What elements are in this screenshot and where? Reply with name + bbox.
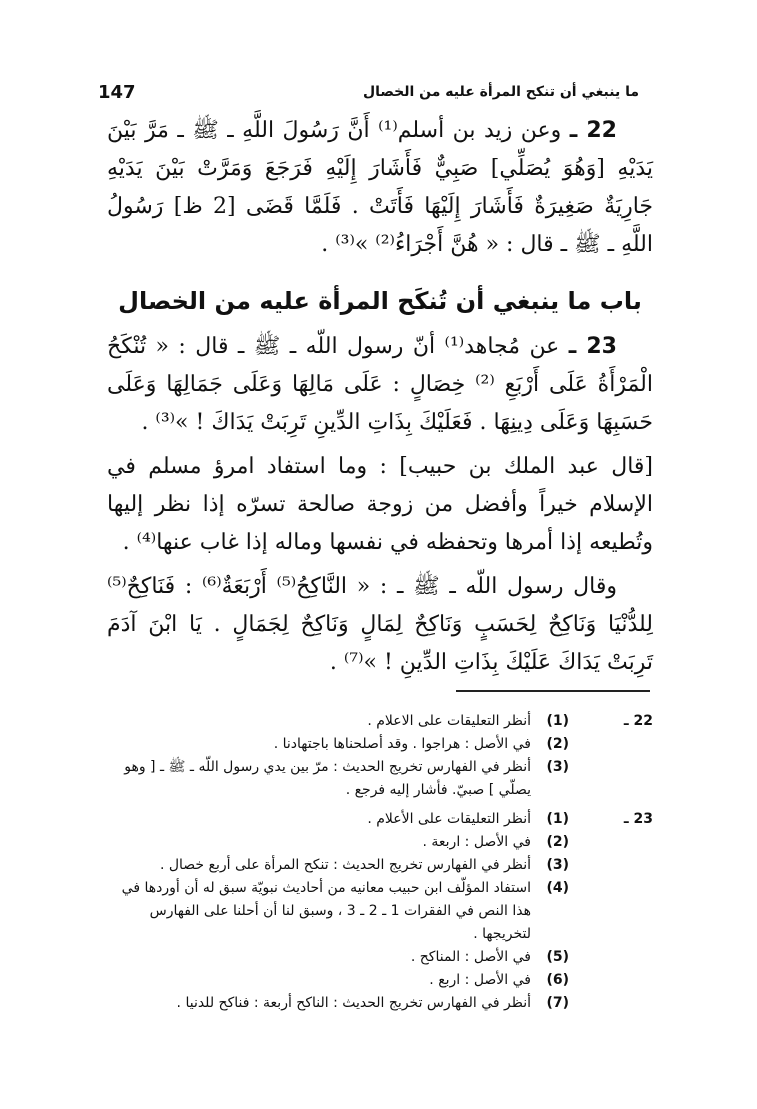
footnote bbox=[107, 969, 569, 992]
footnote-number: (3) bbox=[546, 857, 569, 873]
paragraph-number: 23 ـ bbox=[568, 334, 617, 359]
paragraph-number: 22 ـ bbox=[569, 118, 617, 143]
footnote-text: أنظر التعليقات على الاعلام . bbox=[367, 713, 531, 729]
paragraph-23 bbox=[107, 328, 653, 442]
paragraph-text: عن مُجاهد⁽¹⁾ أنّ رسول اللّه ـ ﷺ ـ قال : « تُنْكَحُ الْمَرْأَةُ عَلَى أَرْبَعِ ⁽²⁾ خِصَالٍ : عَلَى مَالِهَا وَعَلَى جَمَالِهَا وَعَلَى حَسَبِهَا وَعَلَى دِينِهَا . فَعَلَيْكَ بِذَاتِ الدِّينِ تَرِبَتْ يَدَاكَ ! »⁽³⁾ . bbox=[107, 334, 653, 435]
footnote-number: (2) bbox=[546, 736, 569, 752]
footnote-text: أنظر في الفهارس تخريج الحديث : مرّ بين يدي رسول اللّه ـ ﷺ ـ [ وهو يصلّي ] صبيّ. فأشار إليه فرجع . bbox=[124, 759, 531, 798]
paragraph-text: وعن زيد بن أسلم⁽¹⁾ أَنَّ رَسُولَ اللَّهِ ـ ﷺ ـ مَرَّ بَيْنَ يَدَيْهِ [وَهُوَ يُصَلِّي] صَبِيٌّ فَأَشَارَ إِلَيْهِ فَرَجَعَ وَمَرَّتْ بَيْنَ يَدَيْهِ جَارِيَةٌ صَغِيرَةٌ فَأَشَارَ إِلَيْهَا فَأَتَتْ . فَلَمَّا قَضَى [2 ظ] رَسُولُ اللَّهِ ـ ﷺ ـ قال : « هُنَّ أَجْرَاءُ⁽²⁾ »⁽³⁾ . bbox=[107, 118, 654, 257]
footnote-text: أنظر التعليقات على الأعلام . bbox=[367, 811, 531, 827]
footnote bbox=[107, 808, 569, 831]
footnote-group-label: 22 ـ bbox=[623, 713, 653, 729]
footnote-text: في الأصل : اربع . bbox=[429, 972, 531, 988]
footnote-number: (3) bbox=[546, 759, 569, 775]
page-number: 147 bbox=[98, 81, 136, 103]
section-heading: باب ما ينبغي أن تُنكَح المرأة عليه من الخصال bbox=[118, 287, 642, 315]
footnote bbox=[107, 831, 569, 854]
footnote-text: في الأصل : المناكح . bbox=[410, 949, 531, 965]
footnote-number: (5) bbox=[546, 949, 569, 965]
footnote-text: استفاد المؤلّف ابن حبيب معانيه من أحاديث نبويّة سبق له أن أوردها في هذا النص في الفقرات 1 ـ 2 ـ 3 ، وسبق لنا أن أحلنا على الفهارس لتخريجها . bbox=[121, 880, 531, 942]
footnote-divider bbox=[456, 690, 650, 692]
footnote-text: أنظر في الفهارس تخريج الحديث : الناكح أربعة : فناكح للدنيا . bbox=[176, 995, 531, 1011]
paragraph-commentary: [قال عبد الملك بن حبيب] : وما استفاد امرؤ مسلم في الإسلام خيراً وأفضل من زوجة صالحة تسرّه إذا نظر إليها وتُطيعه إذا أمرها وتحفظه في نفسها وماله إذا غاب عنها⁽⁴⁾ . bbox=[107, 454, 653, 555]
footnote-number: (1) bbox=[546, 713, 569, 729]
main-text bbox=[107, 112, 653, 682]
footnote-number: (4) bbox=[546, 880, 569, 896]
footnote-text: أنظر في الفهارس تخريج الحديث : تنكح المرأة على أربع خصال . bbox=[159, 857, 531, 873]
footnote-group-22 bbox=[107, 710, 653, 802]
footnote-text: في الأصل : اربعة . bbox=[422, 834, 531, 850]
footnote bbox=[107, 733, 569, 756]
running-title: ما ينبغي أن تنكح المرأة عليه من الخصال bbox=[362, 84, 639, 100]
footnote-number: (2) bbox=[546, 834, 569, 850]
footnote-number: (1) bbox=[546, 811, 569, 827]
footnote-number: (7) bbox=[546, 995, 569, 1011]
footnote bbox=[107, 877, 569, 946]
page-header bbox=[98, 78, 639, 106]
footnote-group-label: 23 ـ bbox=[623, 811, 653, 827]
footnote bbox=[107, 946, 569, 969]
paragraph-hadith: وقال رسول اللّه ـ ﷺ ـ : « النَّاكِحُ⁽⁵⁾ أَرْبَعَةٌ⁽⁶⁾ : فَنَاكِحٌ⁽⁵⁾ لِلدُّنْيَا وَنَاكِحٌ لِحَسَبٍ وَنَاكِحٌ لِمَالٍ وَنَاكِحٌ لِجَمَالٍ . يَا ابْنَ آدَمَ تَرِبَتْ يَدَاكَ عَلَيْكَ بِذَاتِ الدِّينِ ! »⁽⁷⁾ . bbox=[107, 574, 653, 675]
footnote-number: (6) bbox=[546, 972, 569, 988]
footnote bbox=[107, 992, 569, 1015]
footnote bbox=[107, 756, 569, 802]
footnote-group-23 bbox=[107, 808, 653, 1015]
footnote bbox=[107, 854, 569, 877]
paragraph-22 bbox=[107, 112, 653, 264]
footnote-text: في الأصل : هراجوا . وقد أصلحناها باجتهادنا . bbox=[273, 736, 531, 752]
footnotes bbox=[107, 710, 653, 1021]
footnote bbox=[107, 710, 569, 733]
